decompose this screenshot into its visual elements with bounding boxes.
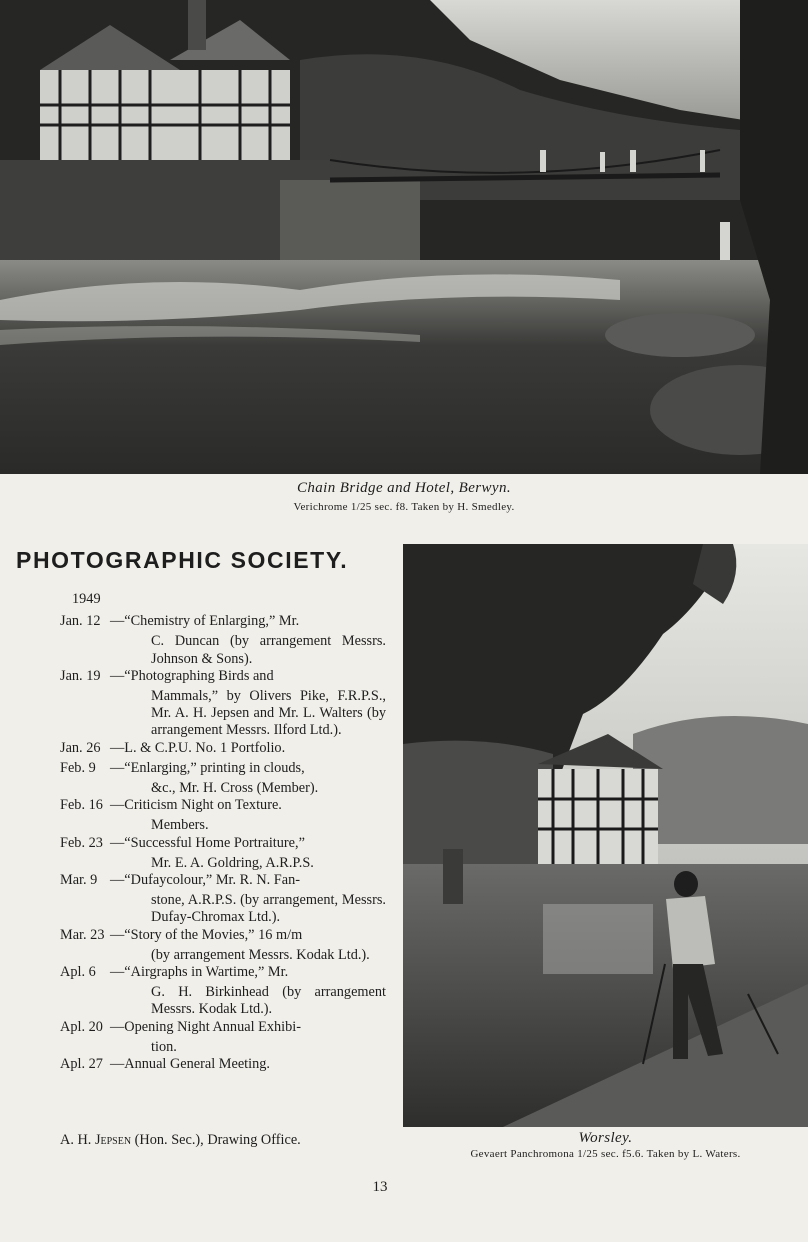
worsley-photo bbox=[403, 544, 808, 1127]
event-text: Members. bbox=[151, 817, 209, 834]
top-photo-title: Chain Bridge and Hotel, Berwyn. bbox=[296, 480, 512, 496]
event-text: stone, A.R.P.S. (by arrangement, Messrs. Dufay-Chromax Ltd.). bbox=[151, 892, 386, 926]
event-text: “Airgraphs in Wartime,” Mr. bbox=[124, 964, 289, 981]
section-heading: PHOTOGRAPHIC SOCIETY. bbox=[16, 547, 349, 573]
event-list bbox=[60, 591, 386, 1076]
event-text: tion. bbox=[151, 1038, 177, 1055]
event-text: C. Duncan (by arrangement Messrs. Johnson & Sons). bbox=[151, 633, 386, 667]
top-photo-credit: Verichrome 1/25 sec. f8. Taken by H. Smedley. bbox=[293, 501, 515, 513]
event-item: Feb. 16 — Criticism Night on Texture. Members. bbox=[60, 797, 386, 834]
event-item: Mar. 9 — “Dufaycolour,” Mr. R. N. Fan- stone, A.R.P.S. (by arrangement, Messrs. Dufay-Chromax Ltd.). bbox=[60, 872, 386, 926]
secretary-surname: Jepsen bbox=[94, 1132, 132, 1148]
secretary-role: (Hon. Sec.), Drawing Office. bbox=[134, 1132, 301, 1148]
event-date: Apl. 27 bbox=[60, 1056, 103, 1073]
event-text: “Successful Home Portraiture,” bbox=[124, 834, 305, 851]
event-date: Apl. 6 bbox=[60, 964, 96, 981]
event-date: Feb. 16 bbox=[60, 797, 103, 814]
right-photo-title: Worsley. bbox=[578, 1130, 633, 1146]
chain-bridge-photo bbox=[0, 0, 808, 474]
event-item: Mar. 23 — “Story of the Movies,” 16 m/m (by arrangement Messrs. Kodak Ltd.). bbox=[60, 927, 386, 964]
year-label: 1949 bbox=[72, 591, 101, 607]
event-text: Criticism Night on Texture. bbox=[124, 797, 282, 814]
event-text: L. & C.P.U. No. 1 Portfolio. bbox=[124, 739, 286, 756]
event-date: Mar. 9 bbox=[60, 872, 98, 889]
right-photo-credit: Gevaert Panchromona 1/25 sec. f5.6. Taken by L. Waters. bbox=[470, 1148, 741, 1160]
event-text: Annual General Meeting. bbox=[124, 1056, 270, 1073]
event-date: Apl. 20 bbox=[60, 1018, 103, 1035]
event-text: G. H. Birkinhead (by arrangement Messrs. Kodak Ltd.). bbox=[151, 984, 386, 1018]
event-item: Feb. 9 — “Enlarging,” printing in clouds, &c., Mr. H. Cross (Member). bbox=[60, 760, 386, 797]
page-number: 13 bbox=[372, 1179, 388, 1195]
event-item: Jan. 19 — “Photographing Birds and Mammals,” by Olivers Pike, F.R.P.S., Mr. A. H. Jepsen and Mr. L. Walters (by arrangement Messrs. Ilford Ltd.). bbox=[60, 667, 386, 739]
event-text: (by arrangement Messrs. Kodak Ltd.). bbox=[151, 946, 370, 963]
event-item: Jan. 12 — “Chemistry of Enlarging,” Mr. C. Duncan (by arrangement Messrs. Johnson & Sons). bbox=[60, 613, 386, 667]
event-text: “Dufaycolour,” Mr. R. N. Fan- bbox=[124, 872, 301, 889]
event-text: Mr. E. A. Goldring, A.R.P.S. bbox=[151, 854, 314, 871]
event-item: Apl. 27 — Annual General Meeting. bbox=[60, 1056, 386, 1073]
event-text: “Story of the Movies,” 16 m/m bbox=[124, 926, 303, 943]
event-text: &c., Mr. H. Cross (Member). bbox=[151, 780, 319, 797]
secretary-credit bbox=[60, 1132, 301, 1149]
event-text: “Enlarging,” printing in clouds, bbox=[124, 759, 305, 776]
event-text: “Photographing Birds and bbox=[124, 667, 274, 684]
event-item: Jan. 26 — L. & C.P.U. No. 1 Portfolio. bbox=[60, 740, 386, 757]
event-text: Mammals,” by Olivers Pike, F.R.P.S., Mr. A. H. Jepsen and Mr. L. Walters (by arrangement Messrs. Ilford Ltd.). bbox=[151, 688, 386, 739]
event-item: Feb. 23 — “Successful Home Portraiture,” Mr. E. A. Goldring, A.R.P.S. bbox=[60, 835, 386, 872]
event-text: “Chemistry of Enlarging,” Mr. bbox=[124, 613, 300, 630]
event-date: Jan. 12 bbox=[60, 613, 101, 630]
secretary-initials: A. H. bbox=[60, 1132, 92, 1148]
event-item: Apl. 20 — Opening Night Annual Exhibi- tion. bbox=[60, 1019, 386, 1056]
event-date: Feb. 9 bbox=[60, 759, 96, 776]
event-date: Jan. 19 bbox=[60, 667, 101, 684]
event-date: Feb. 23 bbox=[60, 834, 103, 851]
event-date: Jan. 26 bbox=[60, 739, 101, 756]
event-item: Apl. 6 — “Airgraphs in Wartime,” Mr. G. H. Birkinhead (by arrangement Messrs. Kodak Ltd.). bbox=[60, 964, 386, 1018]
event-text: Opening Night Annual Exhibi- bbox=[124, 1018, 302, 1035]
event-date: Mar. 23 bbox=[60, 926, 105, 943]
